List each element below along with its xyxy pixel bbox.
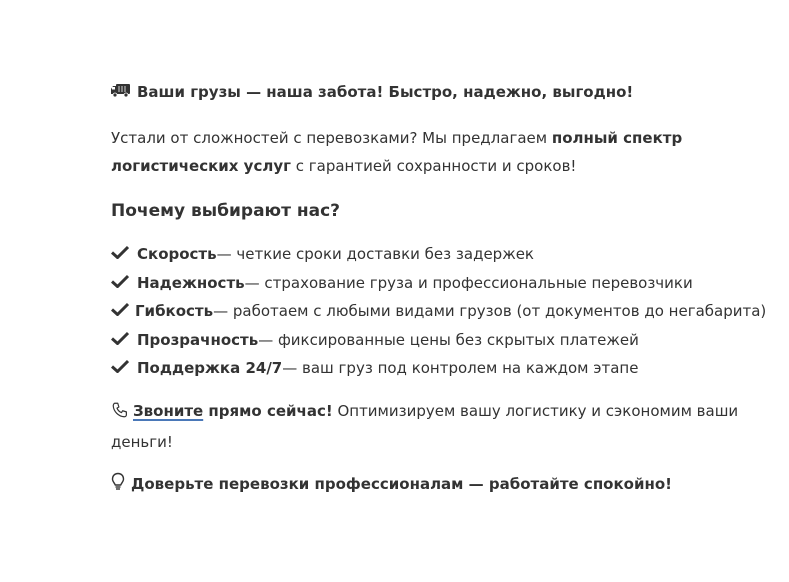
check-icon bbox=[111, 245, 131, 263]
benefits-list bbox=[111, 240, 767, 383]
check-icon bbox=[111, 359, 131, 377]
content-area bbox=[111, 80, 767, 498]
headline-text: Ваши грузы — наша забота! Быстро, надежно, выгодно! bbox=[137, 83, 634, 101]
call-bold-text: прямо сейчас! bbox=[203, 401, 333, 420]
intro-paragraph bbox=[111, 124, 751, 180]
list-item bbox=[111, 326, 751, 355]
benefit-title: Прозрачность bbox=[137, 330, 259, 349]
check-icon bbox=[111, 302, 129, 320]
truck-icon bbox=[111, 82, 131, 102]
intro-text-after: с гарантией сохранности и сроков! bbox=[290, 157, 577, 175]
trust-line bbox=[111, 470, 751, 498]
benefit-text: — ваш груз под контролем на каждом этапе bbox=[282, 359, 639, 378]
lightbulb-icon bbox=[111, 472, 125, 496]
trust-text: Доверьте перевозки профессионалам — работайте спокойно! bbox=[131, 474, 672, 493]
intro-text-before: Устали от сложностей с перевозками? Мы предлагаем bbox=[111, 129, 552, 147]
benefit-text: — четкие сроки доставки без задержек bbox=[216, 245, 534, 264]
why-heading: Почему выбирают нас? bbox=[111, 201, 341, 221]
phone-icon bbox=[111, 400, 129, 428]
benefit-title: Надежность bbox=[137, 273, 245, 292]
benefit-title: Скорость bbox=[137, 245, 217, 264]
list-item bbox=[111, 297, 767, 326]
call-paragraph bbox=[111, 397, 751, 456]
benefit-title: Гибкость bbox=[135, 302, 214, 321]
call-link[interactable]: Звоните bbox=[133, 401, 204, 420]
list-item bbox=[111, 240, 751, 269]
benefit-text: — страхование груза и профессиональные перевозчики bbox=[244, 273, 693, 292]
benefit-text: — работаем с любыми видами грузов (от документов до негабарита) bbox=[213, 302, 767, 321]
benefit-text: — фиксированные цены без скрытых платежей bbox=[258, 330, 639, 349]
call-text: Оптимизируем вашу логистику и сэкономим ваши деньги! bbox=[111, 401, 739, 451]
list-item bbox=[111, 354, 751, 383]
check-icon bbox=[111, 274, 131, 292]
intro-text-bold: полный спектр логистических услуг bbox=[111, 129, 683, 175]
headline bbox=[111, 80, 751, 104]
check-icon bbox=[111, 331, 131, 349]
list-item bbox=[111, 269, 751, 298]
benefit-title: Поддержка 24/7 bbox=[137, 359, 283, 378]
